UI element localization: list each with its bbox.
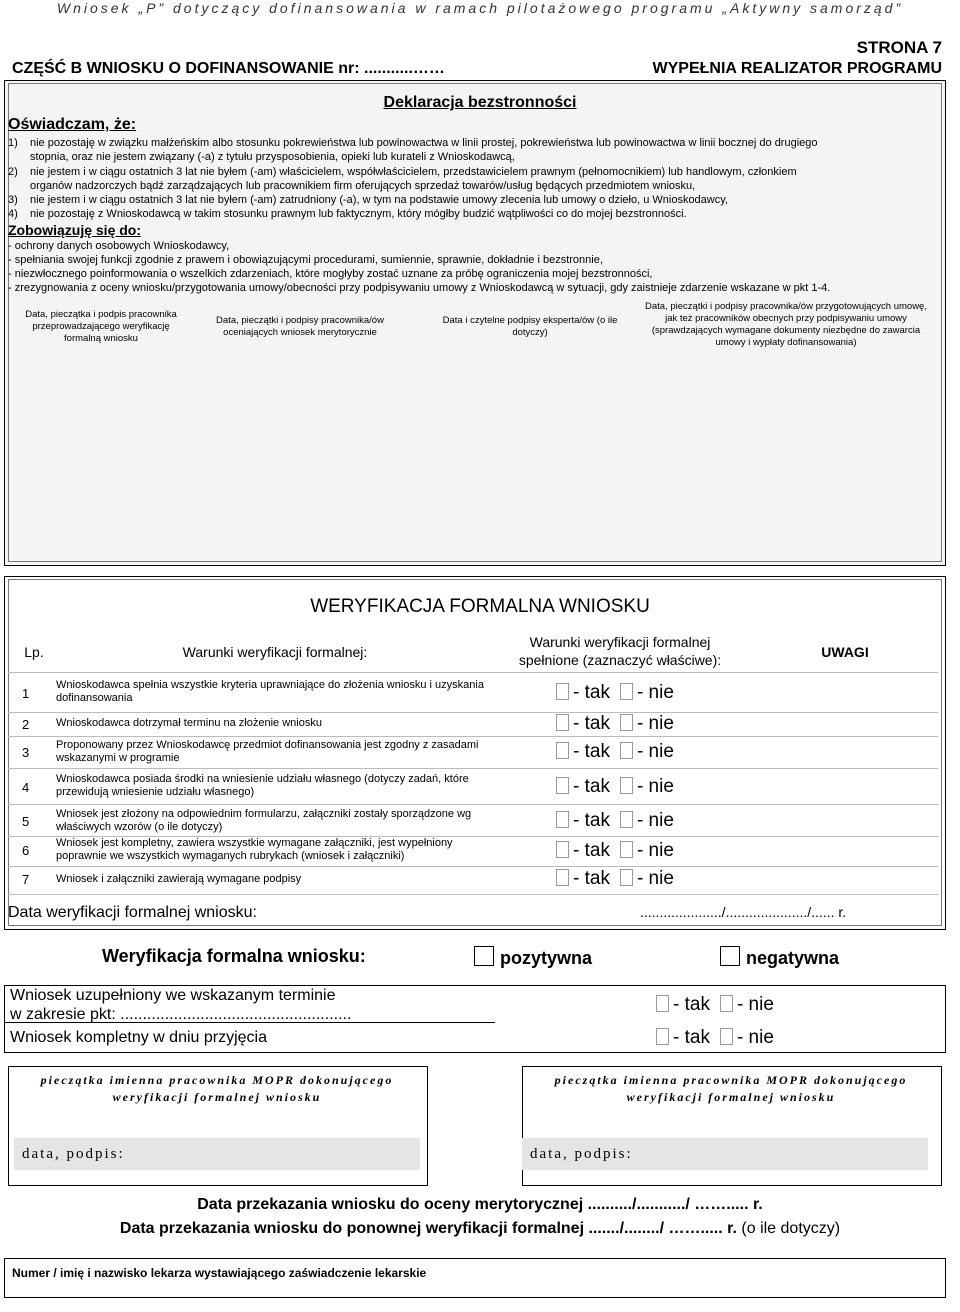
no-label: - nie	[736, 1027, 774, 1048]
statement-4	[8, 207, 924, 221]
checkbox-icon[interactable]	[620, 811, 633, 828]
row-divider	[8, 866, 938, 867]
no-label: - nie	[636, 810, 674, 831]
checkbox-icon[interactable]	[620, 714, 633, 731]
duty-4: - zrezygnowania z oceny wniosku/przygotowania umowy/obecności przy podpisywaniu umowy z Wnioskodawcą w sytuacji, gdy zaistnieje zdarzenie wskazane w pkt 1-4.	[8, 282, 831, 294]
part-b-label: CZĘŚĆ B WNIOSKU O DOFINANSOWANIE nr: ...........……	[12, 60, 445, 77]
statement-continuation: organów nadzorczych bądź zarządzających lub pracownikiem firm oferujących sprzedaż towarów/usług będących przedmiotem wniosku,	[30, 180, 696, 192]
row-number: 2	[22, 717, 30, 732]
checkbox-icon[interactable]	[556, 777, 569, 794]
commitment-title: Zobowiązuję się do:	[8, 222, 142, 238]
duty-2: - spełniania swojej funkcji zgodnie z prawem i obowiązującymi procedurami, sumiennie, sprawnie, dokładnie i bezstronnie,	[8, 254, 603, 266]
no-label: - nie	[636, 868, 674, 889]
col-notes: UWAGI	[821, 644, 869, 660]
row-number: 4	[22, 780, 30, 795]
signature-merit-evaluators: Data, pieczątki i podpisy pracownika/ów oceniających wniosek merytorycznie	[216, 315, 384, 338]
yes-no-choice	[556, 741, 674, 763]
verification-title: WERYFIKACJA FORMALNA WNIOSKU	[310, 596, 650, 617]
checkbox-icon[interactable]	[620, 777, 633, 794]
supplemented-line1: Wniosek uzupełniony we wskazanym terminie	[10, 987, 336, 1004]
yes-no-choice	[556, 810, 674, 832]
checkbox-icon[interactable]	[556, 714, 569, 731]
row-number: 3	[22, 745, 30, 760]
stamp-line: pieczątka imienna pracownika MOPR dokonującego	[40, 1073, 394, 1087]
row-divider	[8, 672, 938, 673]
page-number: STRONA 7	[856, 38, 942, 57]
col-met-line1: Warunki weryfikacji formalnej	[529, 634, 711, 650]
checkbox-icon[interactable]	[556, 869, 569, 886]
stamp-label-right	[526, 1072, 936, 1106]
row-divider	[8, 736, 938, 737]
yes-label: - tak	[573, 682, 610, 703]
row-divider	[8, 804, 938, 805]
declaration-title: Deklaracja bezstronności	[383, 94, 577, 111]
yes-no-choice	[556, 840, 674, 862]
col-met	[490, 633, 750, 669]
statement-2	[8, 165, 924, 193]
yes-label: - tak	[573, 840, 610, 861]
yes-label: - tak	[573, 810, 610, 831]
statement-text: nie pozostaję w związku małżeńskim albo stosunku pokrewieństwa lub powinowactwa w linii prostej, pokrewieństwa lub powinowactwa w linii bocznej do drugiego	[30, 137, 818, 149]
result-label: Weryfikacja formalna wniosku:	[102, 946, 366, 966]
yes-no-choice	[556, 682, 674, 704]
checkbox-icon[interactable]	[720, 946, 740, 966]
positive-label: pozytywna	[500, 948, 593, 968]
checkbox-icon[interactable]	[620, 841, 633, 858]
checkbox-icon[interactable]	[720, 1028, 733, 1045]
no-label: - nie	[636, 840, 674, 861]
col-lp: Lp.	[24, 644, 44, 660]
row-number: 1	[22, 686, 30, 701]
statement-text: nie jestem i w ciągu ostatnich 3 lat nie byłem (-am) zatrudniony (-a), w tym na podstawie umowy zlecenia lub umowy o dzieło, u Wnioskodawcy,	[30, 194, 728, 206]
complete-choice	[656, 1027, 774, 1049]
row-condition-text: Wniosek jest złożony na odpowiednim formularzu, załączniki zostały sporządzone wg właściwych wzorów (o ile dotyczy)	[56, 808, 472, 833]
checkbox-icon[interactable]	[556, 811, 569, 828]
checkbox-icon[interactable]	[474, 946, 494, 966]
statement-number: 1)	[8, 137, 18, 149]
col-met-line2: spełnione (zaznaczyć właściwe):	[518, 652, 722, 668]
statement-number: 2)	[8, 166, 18, 178]
supplemented-line2: w zakresie pkt: ....................................................	[10, 1006, 352, 1023]
statement-text: nie pozostaję z Wnioskodawcą w takim stosunku prawnym lub faktycznym, który mógłby budzić wątpliwości co do mojej bezstronności.	[30, 208, 687, 220]
row-divider	[5, 1022, 495, 1023]
transfer-reverify-date	[0, 1220, 960, 1238]
yes-label: - tak	[673, 994, 710, 1015]
transfer-merit-date: Data przekazania wniosku do oceny merytorycznej ........../.........../ ……..... r.	[197, 1196, 763, 1213]
statement-1	[8, 136, 924, 164]
complete-on-receipt-text: Wniosek kompletny w dniu przyjęcia	[10, 1029, 267, 1046]
row-condition-text: Proponowany przez Wnioskodawcę przedmiot dofinansowania jest zgodny z zasadami wskazanymi w programie	[56, 739, 479, 764]
transfer-reverify-main: Data przekazania wniosku do ponownej weryfikacji formalnej ......./......../ ……..... r.	[119, 1220, 737, 1237]
date-signature-field-right[interactable]: data, podpis:	[522, 1138, 928, 1170]
result-positive[interactable]	[474, 946, 592, 969]
stamp-label-left	[12, 1072, 422, 1106]
row-condition-text: Wnioskodawca spełnia wszystkie kryteria uprawniające do złożenia wniosku i uzyskania dofinansowania	[56, 679, 484, 704]
signature-contract-preparers: Data, pieczątki i podpisy pracownika/ów przygotowujących umowę, jak też pracowników obecnych przy podpisywaniu umowy (sprawdzających wymagane dokumenty niezbędne do zawarcia umowy i wypłaty dofinansowania)	[645, 301, 927, 348]
statement-text: nie jestem i w ciągu ostatnich 3 lat nie byłem (-am) właścicielem, współwłaścicielem, przedstawicielem prawnym (pełnomocnikiem) lub handlowym, członkiem	[30, 166, 797, 178]
yes-no-choice	[556, 776, 674, 798]
row-condition-text: Wniosek jest kompletny, zawiera wszystkie wymagane załączniki, jest wypełniony poprawnie we wszystkich wymaganych rubrykach (wniosek i załączniki)	[56, 837, 453, 862]
yes-label: - tak	[573, 868, 610, 889]
row-divider	[8, 712, 938, 713]
negative-label: negatywna	[746, 948, 840, 968]
result-negative[interactable]	[720, 946, 839, 969]
row-divider	[8, 894, 938, 895]
yes-label: - tak	[573, 741, 610, 762]
duty-3: - niezwłocznego poinformowania o wszelkich zdarzeniach, które mogłyby zostać uznane za próbę ograniczenia mojej bezstronności,	[8, 268, 653, 280]
checkbox-icon[interactable]	[556, 742, 569, 759]
fill-by-label: WYPEŁNIA REALIZATOR PROGRAMU	[652, 60, 942, 77]
yes-no-choice	[556, 713, 674, 735]
stamp-line: weryfikacji formalnej wniosku	[626, 1090, 836, 1104]
checkbox-icon[interactable]	[620, 742, 633, 759]
statement-continuation: stopnia, oraz nie jestem związany (-a) z tytułu przysposobienia, opieki lub kurateli z Wnioskodawcą,	[30, 151, 515, 163]
checkbox-icon[interactable]	[620, 869, 633, 886]
statement-number: 3)	[8, 194, 18, 206]
row-condition-text: Wnioskodawca posiada środki na wniesienie udziału własnego (dotyczy zadań, które przewidują wniesienie udziału własnego)	[56, 773, 469, 798]
doctor-label: Numer / imię i nazwisko lekarza wystawiającego zaświadczenie lekarskie	[12, 1266, 427, 1280]
checkbox-icon[interactable]	[656, 995, 669, 1012]
col-conditions: Warunki weryfikacji formalnej:	[182, 644, 368, 660]
supplemented-choice	[656, 994, 774, 1016]
statement-number: 4)	[8, 208, 18, 220]
no-label: - nie	[736, 994, 774, 1015]
row-number: 7	[22, 872, 30, 887]
part-b-line	[12, 60, 942, 78]
row-divider	[8, 768, 938, 769]
date-signature-field-left[interactable]: data, podpis:	[14, 1138, 420, 1170]
no-label: - nie	[636, 776, 674, 797]
no-label: - nie	[636, 713, 674, 734]
transfer-reverify-note: (o ile dotyczy)	[741, 1220, 841, 1237]
stamp-line: pieczątka imienna pracownika MOPR dokonującego	[554, 1073, 908, 1087]
checkbox-icon[interactable]	[620, 683, 633, 700]
checkbox-icon[interactable]	[656, 1028, 669, 1045]
checkbox-icon[interactable]	[556, 841, 569, 858]
yes-label: - tak	[573, 713, 610, 734]
statement-3	[8, 193, 924, 207]
checkbox-icon[interactable]	[556, 683, 569, 700]
yes-no-choice	[556, 868, 674, 890]
signature-formal-verifier: Data, pieczątka i podpis pracownika przeprowadzającego weryfikację formalną wniosku	[25, 309, 177, 344]
declaration-intro: Oświadczam, że:	[8, 116, 137, 133]
signature-experts: Data i czytelne podpisy eksperta/ów (o ile dotyczy)	[442, 315, 618, 338]
verification-date-label: Data weryfikacji formalnej wniosku:	[8, 904, 257, 921]
row-number: 5	[22, 814, 30, 829]
yes-label: - tak	[573, 776, 610, 797]
no-label: - nie	[636, 682, 674, 703]
yes-label: - tak	[673, 1027, 710, 1048]
checkbox-icon[interactable]	[720, 995, 733, 1012]
no-label: - nie	[636, 741, 674, 762]
stamp-line: weryfikacji formalnej wniosku	[112, 1090, 322, 1104]
row-condition-text: Wniosek i załączniki zawierają wymagane podpisy	[56, 873, 302, 885]
row-condition-text: Wnioskodawca dotrzymał terminu na złożenie wniosku	[56, 717, 322, 729]
row-number: 6	[22, 843, 30, 858]
document-header: Wniosek „P” dotyczący dofinansowania w ramach pilotażowego programu „Aktywny samorząd”	[56, 0, 904, 16]
duty-1: - ochrony danych osobowych Wnioskodawcy,	[8, 240, 230, 252]
verification-date-field[interactable]: ...................../...................../...... r.	[640, 904, 847, 920]
supplemented-text	[10, 986, 351, 1024]
